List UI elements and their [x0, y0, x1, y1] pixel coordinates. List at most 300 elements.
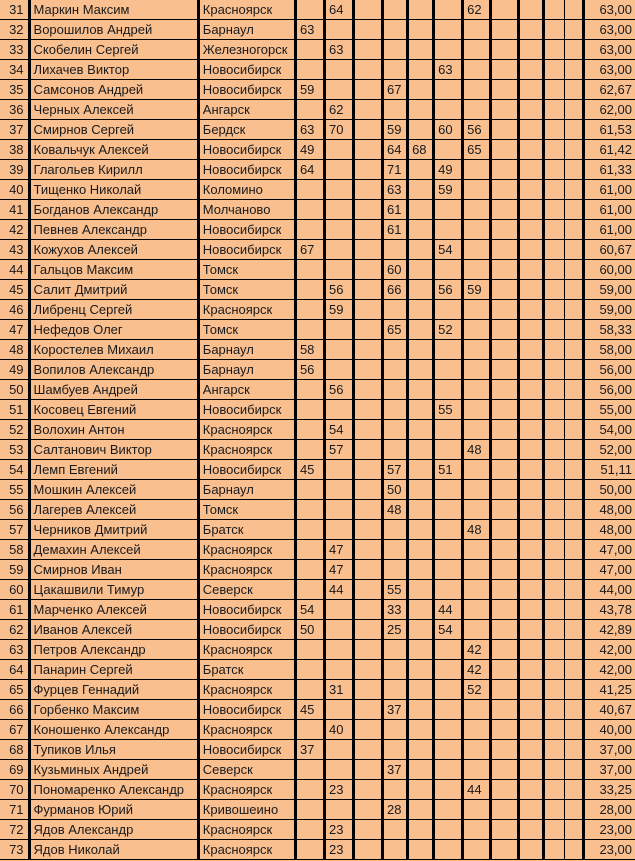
average-score-cell: 62,00: [584, 100, 635, 120]
score-cell: [544, 620, 565, 640]
city-cell: Красноярск: [198, 680, 295, 700]
score-cell: [408, 40, 434, 60]
city-cell: Красноярск: [198, 780, 295, 800]
score-cell: [463, 240, 491, 260]
score-cell: [491, 800, 519, 820]
player-name-cell: Петров Александр: [29, 640, 198, 660]
score-cell: [463, 300, 491, 320]
player-name-cell: Либренц Сергей: [29, 300, 198, 320]
score-cell: [544, 440, 565, 460]
score-cell: [434, 820, 463, 840]
score-cell: 44: [463, 780, 491, 800]
city-cell: Новосибирск: [198, 700, 295, 720]
score-cell: [565, 740, 584, 760]
average-score-cell: 23,00: [584, 840, 635, 860]
score-cell: 60: [434, 120, 463, 140]
score-cell: [354, 80, 383, 100]
table-row: [0, 500, 635, 520]
table-row: [0, 800, 635, 820]
score-cell: [544, 140, 565, 160]
score-cell: [408, 360, 434, 380]
score-cell: [491, 360, 519, 380]
score-cell: [565, 840, 584, 860]
average-score-cell: 56,00: [584, 360, 635, 380]
table-row: [0, 340, 635, 360]
score-cell: [408, 560, 434, 580]
score-cell: [354, 380, 383, 400]
score-cell: 66: [383, 280, 408, 300]
score-cell: [491, 640, 519, 660]
score-cell: [354, 660, 383, 680]
score-cell: [491, 380, 519, 400]
average-score-cell: 37,00: [584, 760, 635, 780]
score-cell: [383, 240, 408, 260]
score-cell: 37: [383, 760, 408, 780]
player-name-cell: Фурманов Юрий: [29, 800, 198, 820]
score-cell: [519, 100, 544, 120]
score-cell: [463, 480, 491, 500]
city-cell: Красноярск: [198, 720, 295, 740]
table-row: [0, 200, 635, 220]
score-cell: [295, 480, 324, 500]
score-cell: [544, 820, 565, 840]
score-cell: 61: [383, 220, 408, 240]
average-score-cell: 40,00: [584, 720, 635, 740]
score-cell: [354, 100, 383, 120]
city-cell: Барнаул: [198, 20, 295, 40]
score-cell: [491, 280, 519, 300]
score-cell: [295, 200, 324, 220]
score-cell: [544, 120, 565, 140]
city-cell: Красноярск: [198, 540, 295, 560]
player-name-cell: Салит Дмитрий: [29, 280, 198, 300]
score-cell: [295, 520, 324, 540]
score-cell: 48: [463, 520, 491, 540]
score-cell: [295, 680, 324, 700]
score-cell: 62: [463, 0, 491, 20]
score-cell: [491, 600, 519, 620]
place-cell: 67: [0, 720, 29, 740]
score-cell: [544, 700, 565, 720]
score-cell: [324, 220, 353, 240]
player-name-cell: Фурцев Геннадий: [29, 680, 198, 700]
score-cell: [491, 240, 519, 260]
player-name-cell: Ядов Николай: [29, 840, 198, 860]
score-cell: [565, 380, 584, 400]
score-cell: [408, 460, 434, 480]
score-cell: [408, 840, 434, 860]
score-cell: 56: [324, 280, 353, 300]
score-cell: [408, 680, 434, 700]
city-cell: Красноярск: [198, 420, 295, 440]
table-row: [0, 600, 635, 620]
score-cell: [519, 120, 544, 140]
score-cell: [434, 480, 463, 500]
place-cell: 70: [0, 780, 29, 800]
average-score-cell: 44,00: [584, 580, 635, 600]
score-cell: [565, 660, 584, 680]
score-cell: 68: [408, 140, 434, 160]
score-cell: [434, 780, 463, 800]
average-score-cell: 58,00: [584, 340, 635, 360]
score-cell: [491, 420, 519, 440]
score-cell: [519, 140, 544, 160]
score-cell: [383, 740, 408, 760]
table-row: [0, 240, 635, 260]
score-cell: [544, 380, 565, 400]
place-cell: 54: [0, 460, 29, 480]
score-cell: 23: [324, 820, 353, 840]
score-cell: 56: [324, 380, 353, 400]
score-cell: [434, 800, 463, 820]
score-cell: [295, 180, 324, 200]
score-cell: [354, 700, 383, 720]
score-cell: [408, 500, 434, 520]
place-cell: 53: [0, 440, 29, 460]
score-cell: [354, 180, 383, 200]
score-cell: 31: [324, 680, 353, 700]
score-cell: [491, 440, 519, 460]
city-cell: Новосибирск: [198, 600, 295, 620]
score-cell: [463, 100, 491, 120]
score-cell: [354, 720, 383, 740]
table-row: [0, 440, 635, 460]
score-cell: 51: [434, 460, 463, 480]
score-cell: [491, 120, 519, 140]
score-cell: [491, 340, 519, 360]
score-cell: 71: [383, 160, 408, 180]
score-cell: [324, 760, 353, 780]
score-cell: [519, 760, 544, 780]
score-cell: [434, 200, 463, 220]
score-cell: 63: [383, 180, 408, 200]
score-cell: [491, 300, 519, 320]
score-cell: [544, 540, 565, 560]
table-row: [0, 280, 635, 300]
score-cell: [383, 40, 408, 60]
score-cell: [434, 560, 463, 580]
average-score-cell: 56,00: [584, 380, 635, 400]
score-cell: [354, 120, 383, 140]
score-cell: [519, 0, 544, 20]
score-cell: [519, 460, 544, 480]
score-cell: [491, 740, 519, 760]
score-cell: [544, 480, 565, 500]
score-cell: [383, 560, 408, 580]
score-cell: [463, 20, 491, 40]
table-row: [0, 160, 635, 180]
score-cell: [354, 540, 383, 560]
score-cell: [565, 280, 584, 300]
score-cell: [544, 100, 565, 120]
score-cell: [324, 660, 353, 680]
score-cell: 25: [383, 620, 408, 640]
place-cell: 38: [0, 140, 29, 160]
score-cell: [434, 440, 463, 460]
score-cell: 54: [324, 420, 353, 440]
table-row: [0, 140, 635, 160]
average-score-cell: 51,11: [584, 460, 635, 480]
score-cell: 56: [295, 360, 324, 380]
player-name-cell: Волохин Антон: [29, 420, 198, 440]
place-cell: 73: [0, 840, 29, 860]
place-cell: 55: [0, 480, 29, 500]
place-cell: 44: [0, 260, 29, 280]
score-cell: 60: [383, 260, 408, 280]
score-cell: 54: [434, 620, 463, 640]
score-cell: [544, 280, 565, 300]
score-cell: [408, 780, 434, 800]
average-score-cell: 59,00: [584, 280, 635, 300]
score-cell: [519, 520, 544, 540]
score-cell: [408, 720, 434, 740]
score-cell: [463, 540, 491, 560]
score-cell: [565, 560, 584, 580]
score-cell: [491, 760, 519, 780]
score-cell: [383, 520, 408, 540]
score-cell: [383, 400, 408, 420]
score-cell: [383, 780, 408, 800]
score-cell: [491, 180, 519, 200]
score-cell: 40: [324, 720, 353, 740]
player-name-cell: Черников Дмитрий: [29, 520, 198, 540]
score-cell: [324, 700, 353, 720]
score-cell: [354, 480, 383, 500]
place-cell: 42: [0, 220, 29, 240]
table-row: [0, 0, 635, 20]
city-cell: Красноярск: [198, 300, 295, 320]
place-cell: 41: [0, 200, 29, 220]
player-name-cell: Ворошилов Андрей: [29, 20, 198, 40]
player-name-cell: Гальцов Максим: [29, 260, 198, 280]
average-score-cell: 47,00: [584, 560, 635, 580]
score-cell: [565, 20, 584, 40]
score-cell: [354, 740, 383, 760]
score-cell: [354, 680, 383, 700]
score-cell: 57: [383, 460, 408, 480]
score-cell: [544, 600, 565, 620]
city-cell: Барнаул: [198, 480, 295, 500]
score-cell: 45: [295, 700, 324, 720]
place-cell: 48: [0, 340, 29, 360]
score-cell: [565, 240, 584, 260]
average-score-cell: 50,00: [584, 480, 635, 500]
score-cell: [463, 80, 491, 100]
average-score-cell: 63,00: [584, 40, 635, 60]
city-cell: Томск: [198, 500, 295, 520]
score-cell: [565, 360, 584, 380]
score-cell: [565, 540, 584, 560]
score-cell: [565, 640, 584, 660]
score-cell: [519, 260, 544, 280]
average-score-cell: 23,00: [584, 820, 635, 840]
place-cell: 32: [0, 20, 29, 40]
table-row: [0, 840, 635, 860]
place-cell: 59: [0, 560, 29, 580]
score-cell: [408, 20, 434, 40]
score-cell: [491, 780, 519, 800]
average-score-cell: 63,00: [584, 20, 635, 40]
score-cell: [354, 60, 383, 80]
score-cell: [408, 700, 434, 720]
score-cell: [354, 580, 383, 600]
score-cell: [463, 720, 491, 740]
place-cell: 45: [0, 280, 29, 300]
score-cell: [354, 0, 383, 20]
average-score-cell: 40,67: [584, 700, 635, 720]
score-cell: [565, 300, 584, 320]
score-cell: [324, 400, 353, 420]
score-cell: [324, 360, 353, 380]
score-cell: [354, 220, 383, 240]
table-row: [0, 360, 635, 380]
score-cell: 67: [295, 240, 324, 260]
score-cell: [324, 340, 353, 360]
score-cell: [354, 320, 383, 340]
city-cell: Бердск: [198, 120, 295, 140]
city-cell: Коломино: [198, 180, 295, 200]
score-cell: [295, 780, 324, 800]
score-cell: [295, 820, 324, 840]
table-row: [0, 400, 635, 420]
score-cell: [408, 80, 434, 100]
score-cell: [324, 480, 353, 500]
place-cell: 57: [0, 520, 29, 540]
score-cell: [463, 560, 491, 580]
player-name-cell: Скобелин Сергей: [29, 40, 198, 60]
score-cell: [354, 620, 383, 640]
score-cell: [463, 620, 491, 640]
score-cell: [565, 720, 584, 740]
score-cell: [434, 380, 463, 400]
score-cell: [565, 780, 584, 800]
score-cell: [354, 560, 383, 580]
table-row: [0, 300, 635, 320]
score-cell: [354, 360, 383, 380]
score-cell: [354, 400, 383, 420]
player-name-cell: Смирнов Иван: [29, 560, 198, 580]
score-cell: [408, 660, 434, 680]
score-cell: [519, 700, 544, 720]
table-row: [0, 580, 635, 600]
average-score-cell: 41,25: [584, 680, 635, 700]
score-cell: [408, 440, 434, 460]
score-cell: [463, 160, 491, 180]
city-cell: Кривошеино: [198, 800, 295, 820]
score-cell: [324, 240, 353, 260]
score-cell: [519, 680, 544, 700]
city-cell: Новосибирск: [198, 460, 295, 480]
score-cell: 70: [324, 120, 353, 140]
score-cell: 52: [434, 320, 463, 340]
table-row: [0, 220, 635, 240]
score-cell: [544, 840, 565, 860]
city-cell: Северск: [198, 580, 295, 600]
table-row: [0, 740, 635, 760]
score-cell: [354, 280, 383, 300]
score-cell: [565, 620, 584, 640]
average-score-cell: 43,78: [584, 600, 635, 620]
score-cell: [408, 300, 434, 320]
place-cell: 61: [0, 600, 29, 620]
score-cell: [354, 260, 383, 280]
score-cell: 44: [324, 580, 353, 600]
score-cell: [324, 620, 353, 640]
score-cell: [324, 60, 353, 80]
score-cell: [324, 160, 353, 180]
score-cell: [295, 260, 324, 280]
score-cell: [354, 200, 383, 220]
score-cell: [519, 280, 544, 300]
score-cell: [434, 680, 463, 700]
score-cell: [519, 580, 544, 600]
score-cell: [519, 180, 544, 200]
score-cell: [544, 300, 565, 320]
score-cell: [408, 280, 434, 300]
score-cell: [463, 700, 491, 720]
score-cell: [565, 200, 584, 220]
score-cell: [434, 20, 463, 40]
score-cell: [324, 520, 353, 540]
score-cell: [408, 760, 434, 780]
player-name-cell: Самсонов Андрей: [29, 80, 198, 100]
score-cell: [565, 460, 584, 480]
city-cell: Братск: [198, 660, 295, 680]
city-cell: Томск: [198, 280, 295, 300]
score-cell: [544, 800, 565, 820]
score-cell: [491, 620, 519, 640]
place-cell: 60: [0, 580, 29, 600]
score-cell: [354, 780, 383, 800]
table-row: [0, 680, 635, 700]
average-score-cell: 33,25: [584, 780, 635, 800]
table-row: [0, 660, 635, 680]
score-cell: [295, 760, 324, 780]
score-cell: [463, 320, 491, 340]
place-cell: 49: [0, 360, 29, 380]
score-cell: [295, 800, 324, 820]
score-cell: [295, 500, 324, 520]
score-cell: [383, 300, 408, 320]
score-cell: [463, 800, 491, 820]
score-cell: [463, 760, 491, 780]
place-cell: 71: [0, 800, 29, 820]
score-cell: 33: [383, 600, 408, 620]
score-cell: [354, 800, 383, 820]
average-score-cell: 61,53: [584, 120, 635, 140]
score-cell: [491, 400, 519, 420]
score-cell: [491, 460, 519, 480]
score-cell: [295, 720, 324, 740]
score-cell: [383, 660, 408, 680]
score-cell: [491, 20, 519, 40]
table-row: [0, 320, 635, 340]
average-score-cell: 59,00: [584, 300, 635, 320]
score-cell: [544, 720, 565, 740]
city-cell: Красноярск: [198, 560, 295, 580]
player-name-cell: Коростелев Михаил: [29, 340, 198, 360]
score-cell: [354, 600, 383, 620]
score-cell: [434, 340, 463, 360]
score-cell: 56: [434, 280, 463, 300]
score-cell: [491, 320, 519, 340]
score-cell: [491, 720, 519, 740]
city-cell: Железногорск: [198, 40, 295, 60]
score-cell: [408, 220, 434, 240]
score-cell: [491, 520, 519, 540]
score-cell: 47: [324, 540, 353, 560]
table-row: [0, 780, 635, 800]
